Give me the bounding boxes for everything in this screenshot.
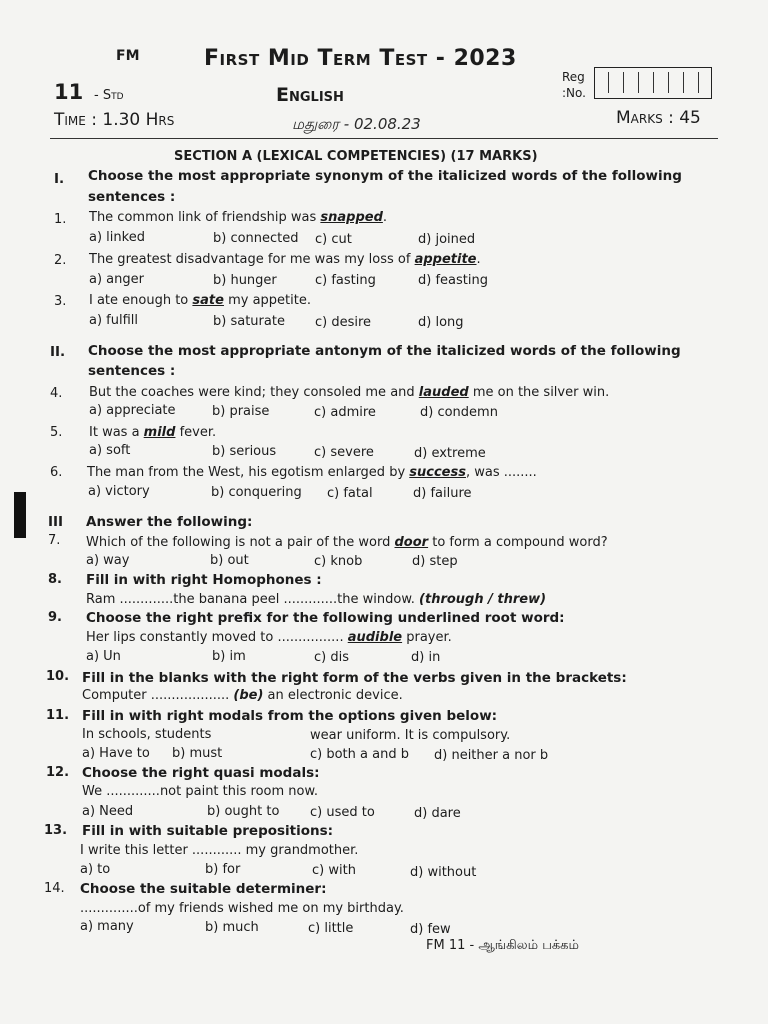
q6-number: 6.: [50, 465, 63, 480]
q14-option-d[interactable]: d) few: [410, 922, 451, 937]
time-label: Time : 1.30 Hrs: [54, 110, 175, 130]
q12-number: 12.: [46, 765, 70, 780]
q1-option-b[interactable]: b) connected: [213, 231, 299, 246]
q3-option-a[interactable]: a) fulfill: [89, 313, 139, 328]
q4-stem: But the coaches were kind; they consoled me and lauded me on the silver win.: [89, 385, 610, 400]
q11-option-d[interactable]: d) neither a nor b: [434, 748, 549, 763]
q14-option-c[interactable]: c) little: [308, 921, 354, 936]
q2-option-b[interactable]: b) hunger: [213, 273, 277, 288]
q12-option-c[interactable]: c) used to: [310, 805, 375, 820]
q14-instruction: Choose the suitable determiner:: [80, 881, 327, 897]
register-number-boxes[interactable]: [594, 67, 712, 99]
part1-instruction-line2: sentences :: [88, 189, 176, 205]
subject-title: English: [276, 84, 344, 106]
q3-stem: I ate enough to sate my appetite.: [89, 293, 311, 308]
part3-roman: III: [48, 514, 64, 530]
q11-option-b[interactable]: b) must: [172, 746, 223, 761]
q11-number: 11.: [46, 708, 70, 723]
q9-stem: Her lips constantly moved to ................ audible prayer.: [86, 630, 452, 645]
q11-option-a[interactable]: a) Have to: [82, 746, 150, 761]
q7-option-b[interactable]: b) out: [210, 553, 249, 568]
q11-option-c[interactable]: c) both a and b: [310, 747, 409, 762]
q9-option-d[interactable]: d) in: [411, 650, 441, 665]
handwritten-note: மதுரை - 02.08.23: [292, 115, 421, 133]
q13-instruction: Fill in with suitable prepositions:: [82, 823, 334, 839]
q10-stem: Computer ................... (be) an electronic device.: [82, 688, 403, 703]
q2-option-c[interactable]: c) fasting: [315, 273, 376, 288]
q7-option-a[interactable]: a) way: [86, 553, 130, 568]
marks-label: Marks : 45: [616, 108, 701, 128]
page-footer: FM 11 - ஆங்கிலம் பக்கம்: [426, 938, 579, 953]
q13-option-c[interactable]: c) with: [312, 863, 356, 878]
q7-option-c[interactable]: c) knob: [314, 554, 363, 569]
part2-roman: II.: [50, 344, 66, 360]
q4-option-b[interactable]: b) praise: [212, 404, 270, 419]
q3-option-c[interactable]: c) desire: [315, 315, 372, 330]
q2-number: 2.: [54, 253, 67, 268]
q14-stem: ..............of my friends wished me on my birthday.: [80, 901, 404, 916]
q2-option-a[interactable]: a) anger: [89, 272, 144, 287]
exam-code: FM: [116, 48, 140, 64]
q4-number: 4.: [50, 386, 63, 401]
q14-option-a[interactable]: a) many: [80, 919, 134, 934]
q12-option-a[interactable]: a) Need: [82, 804, 134, 819]
q6-option-c[interactable]: c) fatal: [327, 486, 373, 501]
q1-option-a[interactable]: a) linked: [89, 230, 145, 245]
q6-option-b[interactable]: b) conquering: [211, 485, 302, 500]
q12-stem: We .............not paint this room now.: [82, 784, 319, 799]
q9-option-a[interactable]: a) Un: [86, 649, 121, 664]
q4-option-c[interactable]: c) admire: [314, 405, 376, 420]
part2-instruction-line1: Choose the most appropriate antonym of the italicized words of the following: [88, 343, 681, 359]
q11-stem-end: wear uniform. It is compulsory.: [310, 728, 511, 743]
q13-stem: I write this letter ............ my grandmother.: [80, 843, 359, 858]
q9-option-c[interactable]: c) dis: [314, 650, 349, 665]
q12-option-d[interactable]: d) dare: [414, 806, 461, 821]
q1-stem: The common link of friendship was snapped.: [89, 210, 388, 225]
q3-option-b[interactable]: b) saturate: [213, 314, 285, 329]
q13-option-d[interactable]: d) without: [410, 865, 477, 880]
q9-instruction: Choose the right prefix for the following underlined root word:: [86, 610, 565, 626]
q13-option-a[interactable]: a) to: [80, 862, 111, 877]
q13-number: 13.: [44, 823, 68, 838]
q5-number: 5.: [50, 425, 63, 440]
part1-instruction-line1: Choose the most appropriate synonym of the italicized words of the following: [88, 168, 682, 184]
q9-number: 9.: [48, 610, 62, 625]
std-label: - Std: [94, 88, 124, 103]
section-a-heading: SECTION A (LEXICAL COMPETENCIES) (17 MARKS): [174, 149, 538, 164]
std-number: 11: [54, 80, 84, 104]
q8-instruction: Fill in with right Homophones :: [86, 572, 322, 588]
q9-option-b[interactable]: b) im: [212, 649, 246, 664]
q11-instruction: Fill in with right modals from the options given below:: [82, 708, 498, 724]
reg-no-label: :No.: [562, 86, 586, 100]
q5-option-a[interactable]: a) soft: [89, 443, 131, 458]
q3-option-d[interactable]: d) long: [418, 315, 464, 330]
q10-number: 10.: [46, 669, 70, 684]
q10-instruction: Fill in the blanks with the right form of the verbs given in the brackets:: [82, 670, 627, 686]
q2-stem: The greatest disadvantage for me was my loss of appetite.: [89, 252, 481, 267]
q5-stem: It was a mild fever.: [89, 425, 217, 440]
q1-option-d[interactable]: d) joined: [418, 232, 476, 247]
q4-option-d[interactable]: d) condemn: [420, 405, 498, 420]
q6-stem: The man from the West, his egotism enlarged by success, was ........: [87, 465, 537, 480]
q2-option-d[interactable]: d) feasting: [418, 273, 488, 288]
q8-number: 8.: [48, 572, 62, 587]
q5-option-c[interactable]: c) severe: [314, 445, 374, 460]
q4-option-a[interactable]: a) appreciate: [89, 403, 176, 418]
q1-number: 1.: [54, 212, 67, 227]
q7-option-d[interactable]: d) step: [412, 554, 458, 569]
reg-label: Reg: [562, 70, 585, 84]
header-divider: [50, 138, 718, 139]
part3-heading: Answer the following:: [86, 514, 253, 530]
q3-number: 3.: [54, 294, 67, 309]
q1-option-c[interactable]: c) cut: [315, 232, 352, 247]
q6-option-d[interactable]: d) failure: [413, 486, 472, 501]
q5-option-d[interactable]: d) extreme: [414, 446, 486, 461]
q6-option-a[interactable]: a) victory: [88, 484, 150, 499]
q13-option-b[interactable]: b) for: [205, 862, 241, 877]
q8-stem: Ram .............the banana peel .............the window. (through / threw): [86, 592, 547, 607]
q12-option-b[interactable]: b) ought to: [207, 804, 280, 819]
q14-option-b[interactable]: b) much: [205, 920, 259, 935]
q7-stem: Which of the following is not a pair of the word door to form a compound word?: [86, 535, 608, 550]
q12-instruction: Choose the right quasi modals:: [82, 765, 320, 781]
part1-roman: I.: [54, 171, 65, 187]
binding-mark: [14, 492, 26, 538]
q7-number: 7.: [48, 533, 61, 548]
part2-instruction-line2: sentences :: [88, 363, 176, 379]
q5-option-b[interactable]: b) serious: [212, 444, 277, 459]
exam-title: First Mid Term Test - 2023: [204, 46, 517, 71]
q11-stem-start: In schools, students: [82, 727, 212, 742]
q14-number: 14.: [44, 881, 65, 896]
